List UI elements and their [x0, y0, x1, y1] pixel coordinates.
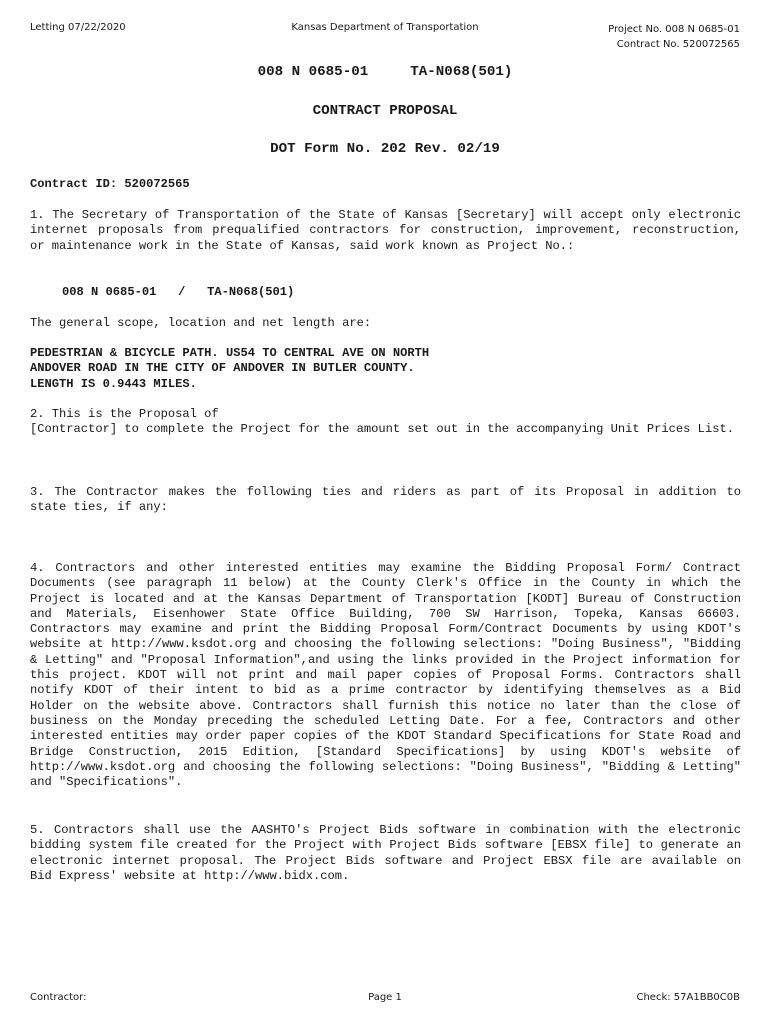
project-title: [0, 64, 770, 80]
page-number: Page 1: [368, 992, 402, 1003]
paragraph-2-line-2: [Contractor] to complete the Project for the amount set out in the accompanying Unit Prices List.: [30, 422, 734, 437]
contractor-label: Contractor:: [30, 992, 87, 1003]
form-number-title: DOT Form No. 202 Rev. 02/19: [270, 141, 500, 157]
check-code: Check: 57A1BB0C0B: [636, 992, 740, 1003]
scope-label: The general scope, location and net length are:: [30, 316, 372, 330]
paragraph-2-line-1: 2. This is the Proposal of: [30, 407, 219, 421]
contract-proposal-title: CONTRACT PROPOSAL: [312, 103, 458, 119]
paragraph-4: 4. Contractors and other interested entities may examine the Bidding Proposal Form/ Contract Documents (see paragraph 11 below) at the County Clerk's Office in the County in which the Project is located and at the Kansas Department of Transportation [KODT] Bureau of Construction and Materials, Eisenhower State Office Building, 700 SW Harrison, Topeka, Kansas 66603. Contractors may examine and print the Bidding Proposal Form/Contract Documents by using KDOT's website at http://www.ksdot.org and choosing the following selections: "Doing Business", "Bidding & Letting" and "Proposal Information",and using the links provided in the Project information for this project. KDOT will not print and mail paper copies of Proposal Forms. Contractors shall notify KDOT of their intent to bid as a prime contractor by identifying themselves as a Bid Holder on the website above. Contractors shall furnish this notice no later than the close of business on the Monday preceding the scheduled Letting Date. For a fee, Contractors and other interested entities may order paper copies of the KDOT Standard Specifications for State Road and Bridge Construction, 2015 Edition, [Standard Specifications] by using KDOT's website of http://www.ksdot.org and choosing the following selections: "Doing Business", "Bidding & Letting" and "Specifications".: [30, 561, 741, 790]
header-project-no: Project No. 008 N 0685-01: [608, 24, 740, 35]
paragraph-3: 3. The Contractor makes the following ties and riders as part of its Proposal in addition to state ties, if any:: [30, 485, 741, 515]
header-ids: [608, 22, 740, 52]
contract-id: Contract ID: 520072565: [30, 177, 190, 191]
scope-line: ANDOVER ROAD IN THE CITY OF ANDOVER IN BUTLER COUNTY.: [30, 361, 415, 376]
paragraph-5: 5. Contractors shall use the AASHTO's Project Bids software in combination with the electronic bidding system file created for the Project with Project Bids software [EBSX file] to generate an electronic internet proposal. The Project Bids software and Project EBSX file are available on Bid Express' website at http://www.bidx.com.: [30, 823, 741, 883]
project-numbers: 008 N 0685-01 / TA-N068(501): [62, 285, 295, 299]
ta-code: TA-N068(501): [410, 64, 513, 80]
scope-line: PEDESTRIAN & BICYCLE PATH. US54 TO CENTRAL AVE ON NORTH: [30, 346, 430, 360]
header-contract-no: Contract No. 520072565: [616, 39, 740, 50]
scope-description: [30, 346, 741, 392]
paragraph-1: 1. The Secretary of Transportation of the State of Kansas [Secretary] will accept only electronic internet proposals from prequalified contractors for construction, improvement, reconstruction, or maintenance work in the State of Kansas, said work known as Project No.:: [30, 208, 741, 253]
agency-name: Kansas Department of Transportation: [291, 22, 479, 33]
project-code: 008 N 0685-01: [257, 64, 369, 80]
letting-date: Letting 07/22/2020: [30, 22, 126, 33]
paragraph-2: [30, 407, 741, 438]
scope-line: LENGTH IS 0.9443 MILES.: [30, 376, 197, 391]
